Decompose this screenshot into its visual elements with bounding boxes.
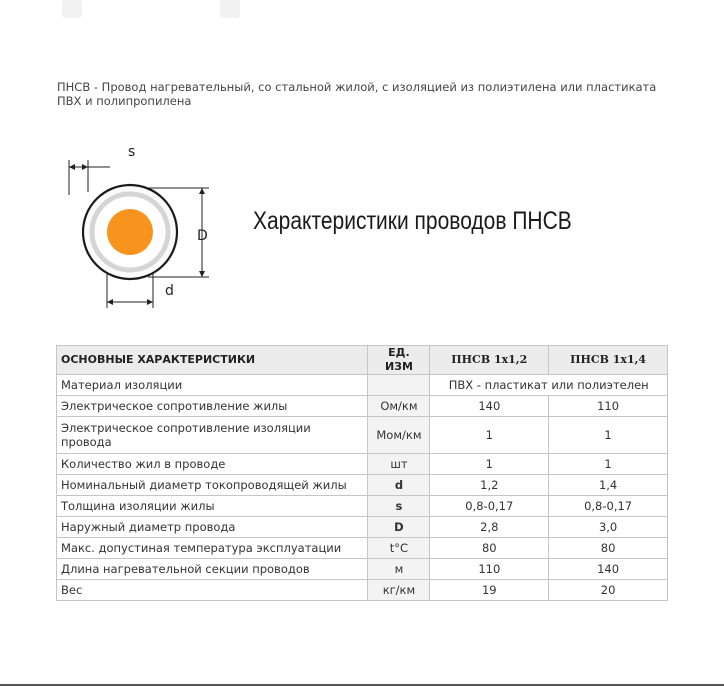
header-characteristics: ОСНОВНЫЕ ХАРАКТЕРИСТИКИ (57, 346, 368, 375)
arrow-head (107, 299, 113, 305)
row-unit: d (368, 475, 430, 496)
header-model-1: ПНСВ 1х1,2 (430, 346, 549, 375)
row-label: Электрическое сопротивление жилы (57, 396, 368, 417)
row-value-1: 140 (430, 396, 549, 417)
arrow-head (82, 164, 88, 170)
cross-section-diagram (55, 140, 225, 315)
bottom-divider (0, 684, 724, 686)
arrow-head (69, 164, 75, 170)
row-value-2: 140 (549, 559, 668, 580)
table-row (57, 580, 668, 601)
row-value-1: 2,8 (430, 517, 549, 538)
spec-table (56, 345, 668, 601)
arrow-head (199, 271, 205, 277)
table-row (57, 396, 668, 417)
row-label: Макс. допустиная температура эксплуатации (57, 538, 368, 559)
row-value-1: 1 (430, 417, 549, 454)
row-value-1: 19 (430, 580, 549, 601)
row-merged-value: ПВХ - пластикат или полиэтелен (430, 375, 668, 396)
row-label: Материал изоляции (57, 375, 368, 396)
row-unit: t°C (368, 538, 430, 559)
arrow-head (147, 299, 153, 305)
row-unit (368, 375, 430, 396)
row-value-1: 1,2 (430, 475, 549, 496)
row-value-2: 1 (549, 417, 668, 454)
row-value-1: 1 (430, 454, 549, 475)
row-value-2: 110 (549, 396, 668, 417)
row-label: Количество жил в проводе (57, 454, 368, 475)
faded-icon-right (220, 0, 240, 18)
page-title: Характеристики проводов ПНСВ (253, 207, 572, 235)
row-value-2: 3,0 (549, 517, 668, 538)
row-unit: шт (368, 454, 430, 475)
label-s: s (128, 144, 136, 160)
arrow-head (199, 188, 205, 194)
row-unit: Ом/км (368, 396, 430, 417)
core-conductor (107, 209, 153, 255)
row-value-1: 0,8-0,17 (430, 496, 549, 517)
faded-icon-left (62, 0, 82, 18)
table-row (57, 454, 668, 475)
header-unit: ЕД. ИЗМ (368, 346, 430, 375)
table-header-row (57, 346, 668, 375)
row-unit: s (368, 496, 430, 517)
row-value-1: 110 (430, 559, 549, 580)
label-D: D (197, 228, 208, 244)
table-row (57, 417, 668, 454)
row-value-2: 1 (549, 454, 668, 475)
row-value-2: 80 (549, 538, 668, 559)
row-unit: кг/км (368, 580, 430, 601)
table-row (57, 496, 668, 517)
row-value-2: 1,4 (549, 475, 668, 496)
table-row (57, 475, 668, 496)
row-unit: Мом/км (368, 417, 430, 454)
row-label: Толщина изоляции жилы (57, 496, 368, 517)
table-row (57, 517, 668, 538)
table-row (57, 375, 668, 396)
row-unit: D (368, 517, 430, 538)
table-row (57, 538, 668, 559)
label-d: d (165, 283, 174, 299)
row-unit: м (368, 559, 430, 580)
row-label: Длина нагревательной секции проводов (57, 559, 368, 580)
row-value-2: 0,8-0,17 (549, 496, 668, 517)
row-label: Вес (57, 580, 368, 601)
row-value-1: 80 (430, 538, 549, 559)
row-label: Номинальный диаметр токопроводящей жилы (57, 475, 368, 496)
header-model-2: ПНСВ 1х1,4 (549, 346, 668, 375)
table-row (57, 559, 668, 580)
row-value-2: 20 (549, 580, 668, 601)
row-label: Электрическое сопротивление изоляции провода (57, 417, 368, 454)
product-caption: ПНСВ - Провод нагревательный, со стальной жилой, с изоляцией из полиэтилена или пластиката ПВХ и полипропилена (57, 80, 657, 108)
row-label: Наружный диаметр провода (57, 517, 368, 538)
